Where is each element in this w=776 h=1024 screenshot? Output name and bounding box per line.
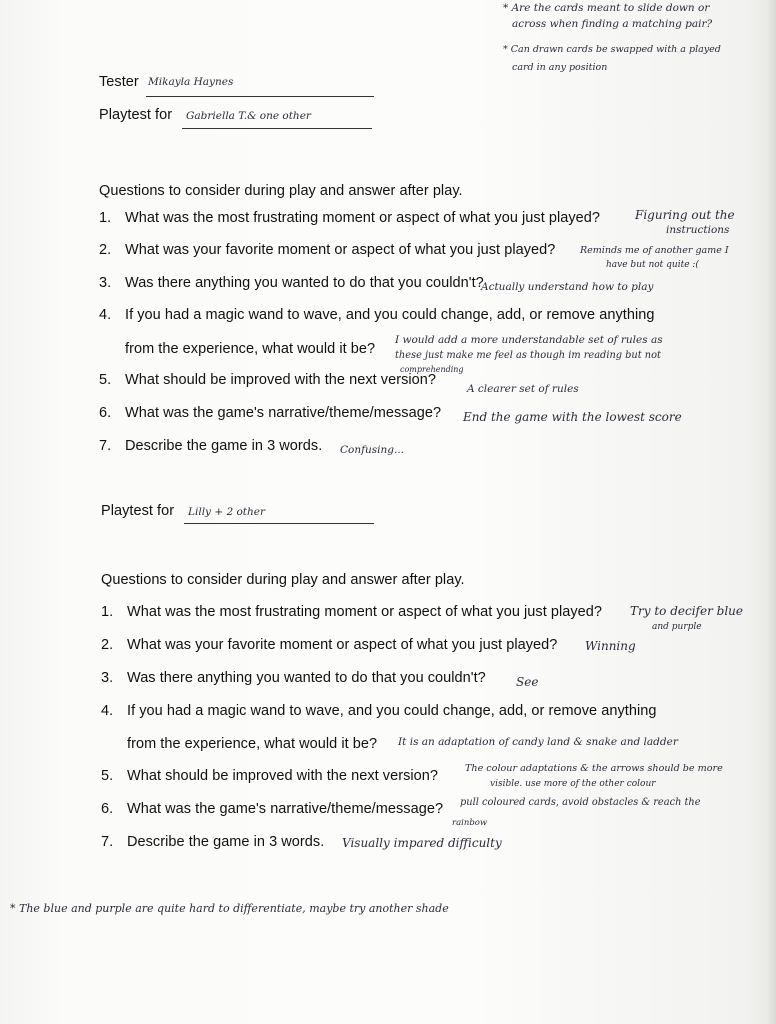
answer-2-1a: Try to decifer blue [630,604,743,618]
q2-4 [101,703,656,719]
question-number: 7. [99,438,112,454]
answer-1-1b: instructions [666,224,730,236]
answer-2-2: Winning [585,639,636,653]
question-number: 2. [101,637,114,653]
answer-2-4: It is an adaptation of candy land & snake and ladder [398,736,678,748]
question-number: 7. [101,834,114,850]
question-text: from the experience, what would it be? [125,341,376,357]
q2-3 [101,670,486,686]
answer-1-4a: I would add a more understandable set of rules as [395,334,663,346]
answer-1-5: A clearer set of rules [467,383,579,395]
question-text: What was the most frustrating moment or aspect of what you just played? [127,604,603,620]
q1-2 [99,242,555,258]
answer-2-3: See [516,675,539,689]
question-text: What should be improved with the next version? [127,768,438,784]
question-number: 6. [99,405,112,421]
tester-underline [146,96,374,97]
question-number: 4. [101,703,114,719]
q2-6 [101,801,443,817]
answer-2-5a: The colour adaptations & the arrows should be more [465,763,723,774]
question-number: 2. [99,242,112,258]
question-number: 3. [99,275,112,291]
q1-4 [99,307,654,323]
q1-1 [99,210,600,226]
answer-1-4b: these just make me feel as though im reading but not [395,350,661,361]
answer-2-7: Visually impared difficulty [342,836,502,850]
question-number: 3. [101,670,114,686]
paper-edge-shadow [768,0,776,1024]
question-text: What should be improved with the next version? [125,372,436,388]
answer-2-6b: pull coloured cards, avoid obstacles & reach the [460,797,701,808]
q1-3 [99,275,484,291]
answer-1-1a: Figuring out the [635,208,735,222]
answer-1-3: Actually understand how to play [481,281,654,293]
playtest-underline-1 [182,128,372,129]
answer-1-6: End the game with the lowest score [463,410,682,424]
question-text: What was the most frustrating moment or aspect of what you just played? [125,210,601,226]
note-line-2: across when finding a matching pair? [512,18,713,30]
question-text: What was your favorite moment or aspect of what you just played? [127,637,558,653]
tester-value: Mikayla Haynes [148,76,234,88]
tester-label: Tester [99,74,139,90]
question-number: 1. [101,604,114,620]
question-number: 6. [101,801,114,817]
playtest-value-1: Gabriella T.& one other [186,110,311,122]
answer-1-2a: Reminds me of another game I [580,245,729,256]
bottom-note: * The blue and purple are quite hard to differentiate, maybe try another shade [10,902,449,915]
q1-5 [99,372,436,388]
q2-4-cont [101,736,377,752]
section-intro-1: Questions to consider during play and answer after play. [99,183,463,199]
question-number: 5. [101,768,114,784]
question-number: 5. [99,372,112,388]
question-text: If you had a magic wand to wave, and you could change, add, or remove anything [127,703,657,719]
playtest-label-2: Playtest for [101,503,175,519]
q2-1 [101,604,602,620]
answer-2-6a: rainbow [452,818,488,828]
question-text: What was the game's narrative/theme/message? [127,801,444,817]
q1-6 [99,405,441,421]
question-number: 1. [99,210,112,226]
question-text: Describe the game in 3 words. [127,834,325,850]
playtest-label-1: Playtest for [99,107,173,123]
question-text: Describe the game in 3 words. [125,438,323,454]
note-line-4: card in any position [512,62,608,73]
question-text: Was there anything you wanted to do that you couldn't? [127,670,486,686]
q2-5 [101,768,438,784]
question-text: Was there anything you wanted to do that you couldn't? [125,275,484,291]
note-line-1: * Are the cards meant to slide down or [503,2,710,14]
note-line-3: * Can drawn cards be swapped with a played [503,44,721,55]
question-text: If you had a magic wand to wave, and you could change, add, or remove anything [125,307,655,323]
q1-4-cont [99,341,375,357]
q1-7 [99,438,322,454]
section-intro-2: Questions to consider during play and answer after play. [101,572,465,588]
q2-7 [101,834,324,850]
answer-1-7: Confusing... [340,444,405,456]
answer-1-2b: have but not quite :( [606,260,699,270]
question-text: What was your favorite moment or aspect of what you just played? [125,242,556,258]
playtest-underline-2 [184,523,374,524]
question-number: 4. [99,307,112,323]
answer-2-1b: and purple [652,622,702,632]
answer-2-5b: visible. use more of the other colour [490,779,656,789]
question-text: from the experience, what would it be? [127,736,378,752]
q2-2 [101,637,557,653]
answer-1-4c: comprehending [400,365,464,374]
playtest-value-2: Lilly + 2 other [188,506,266,518]
question-text: What was the game's narrative/theme/message? [125,405,442,421]
